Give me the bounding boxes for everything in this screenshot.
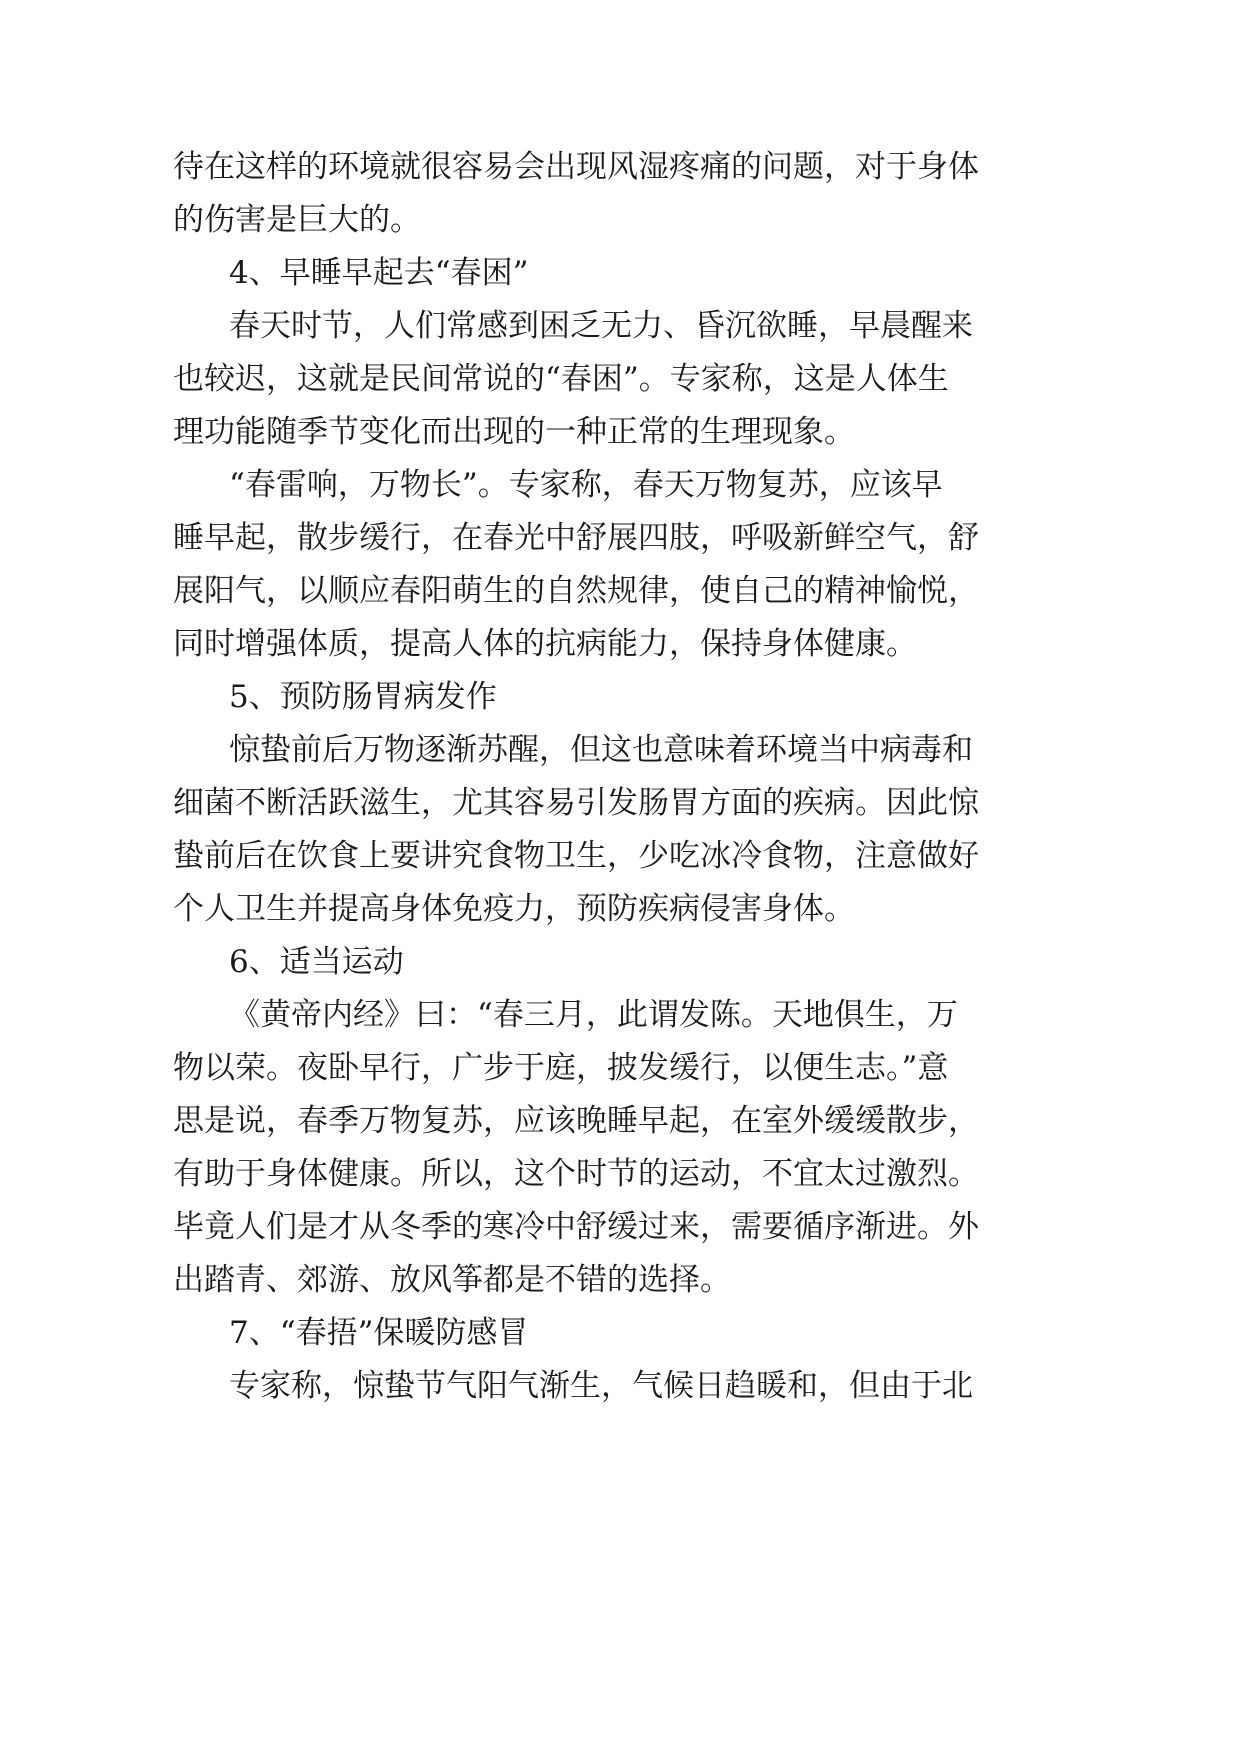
text-line: 展阳气，以顺应春阳萌生的自然规律，使自己的精神愉悦，: [173, 573, 979, 609]
text-line: 细菌不断活跃滋生，尤其容易引发肠胃方面的疾病。因此惊: [173, 785, 979, 821]
text-line: 理功能随季节变化而出现的一种正常的生理现象。: [173, 414, 855, 450]
text-line: 也较迟，这就是民间常说的“春困”。专家称，这是人体生: [173, 361, 949, 397]
text-line: 睡早起，散步缓行，在春光中舒展四肢，呼吸新鲜空气，舒: [173, 520, 979, 556]
text-line: 春天时节，人们常感到困乏无力、昏沉欲睡，早晨醒来: [229, 308, 973, 344]
section-heading-5: 5、预防肠胃病发作: [229, 679, 497, 715]
text-line: 思是说，春季万物复苏，应该晚睡早起，在室外缓缓散步，: [173, 1103, 979, 1139]
text-line: 的伤害是巨大的。: [173, 202, 421, 238]
text-line: “春雷响，万物长”。专家称，春天万物复苏，应该早: [229, 467, 943, 503]
text-line: 出踏青、郊游、放风筝都是不错的选择。: [173, 1262, 731, 1298]
section-heading-7: 7、“春捂”保暖防感冒: [229, 1315, 529, 1351]
text-line: 毕竟人们是才从冬季的寒冷中舒缓过来，需要循序渐进。外: [173, 1209, 979, 1245]
text-line: 个人卫生并提高身体免疫力，预防疾病侵害身体。: [173, 891, 855, 927]
text-line: 蛰前后在饮食上要讲究食物卫生，少吃冰冷食物，注意做好: [173, 838, 979, 874]
text-line: 惊蛰前后万物逐渐苏醒，但这也意味着环境当中病毒和: [229, 732, 973, 768]
section-heading-4: 4、早睡早起去“春困”: [229, 255, 529, 291]
section-heading-6: 6、适当运动: [229, 944, 404, 980]
text-line: 同时增强体质，提高人体的抗病能力，保持身体健康。: [173, 626, 917, 662]
text-line: 专家称，惊蛰节气阳气渐生，气候日趋暖和，但由于北: [229, 1368, 973, 1404]
text-line: 《黄帝内经》曰：“春三月，此谓发陈。天地俱生，万: [229, 997, 958, 1033]
text-line: 有助于身体健康。所以，这个时节的运动，不宜太过激烈。: [173, 1156, 979, 1192]
text-line: 物以荣。夜卧早行，广步于庭，披发缓行，以便生志。”意: [173, 1050, 949, 1086]
text-line: 待在这样的环境就很容易会出现风湿疼痛的问题，对于身体: [173, 149, 979, 185]
